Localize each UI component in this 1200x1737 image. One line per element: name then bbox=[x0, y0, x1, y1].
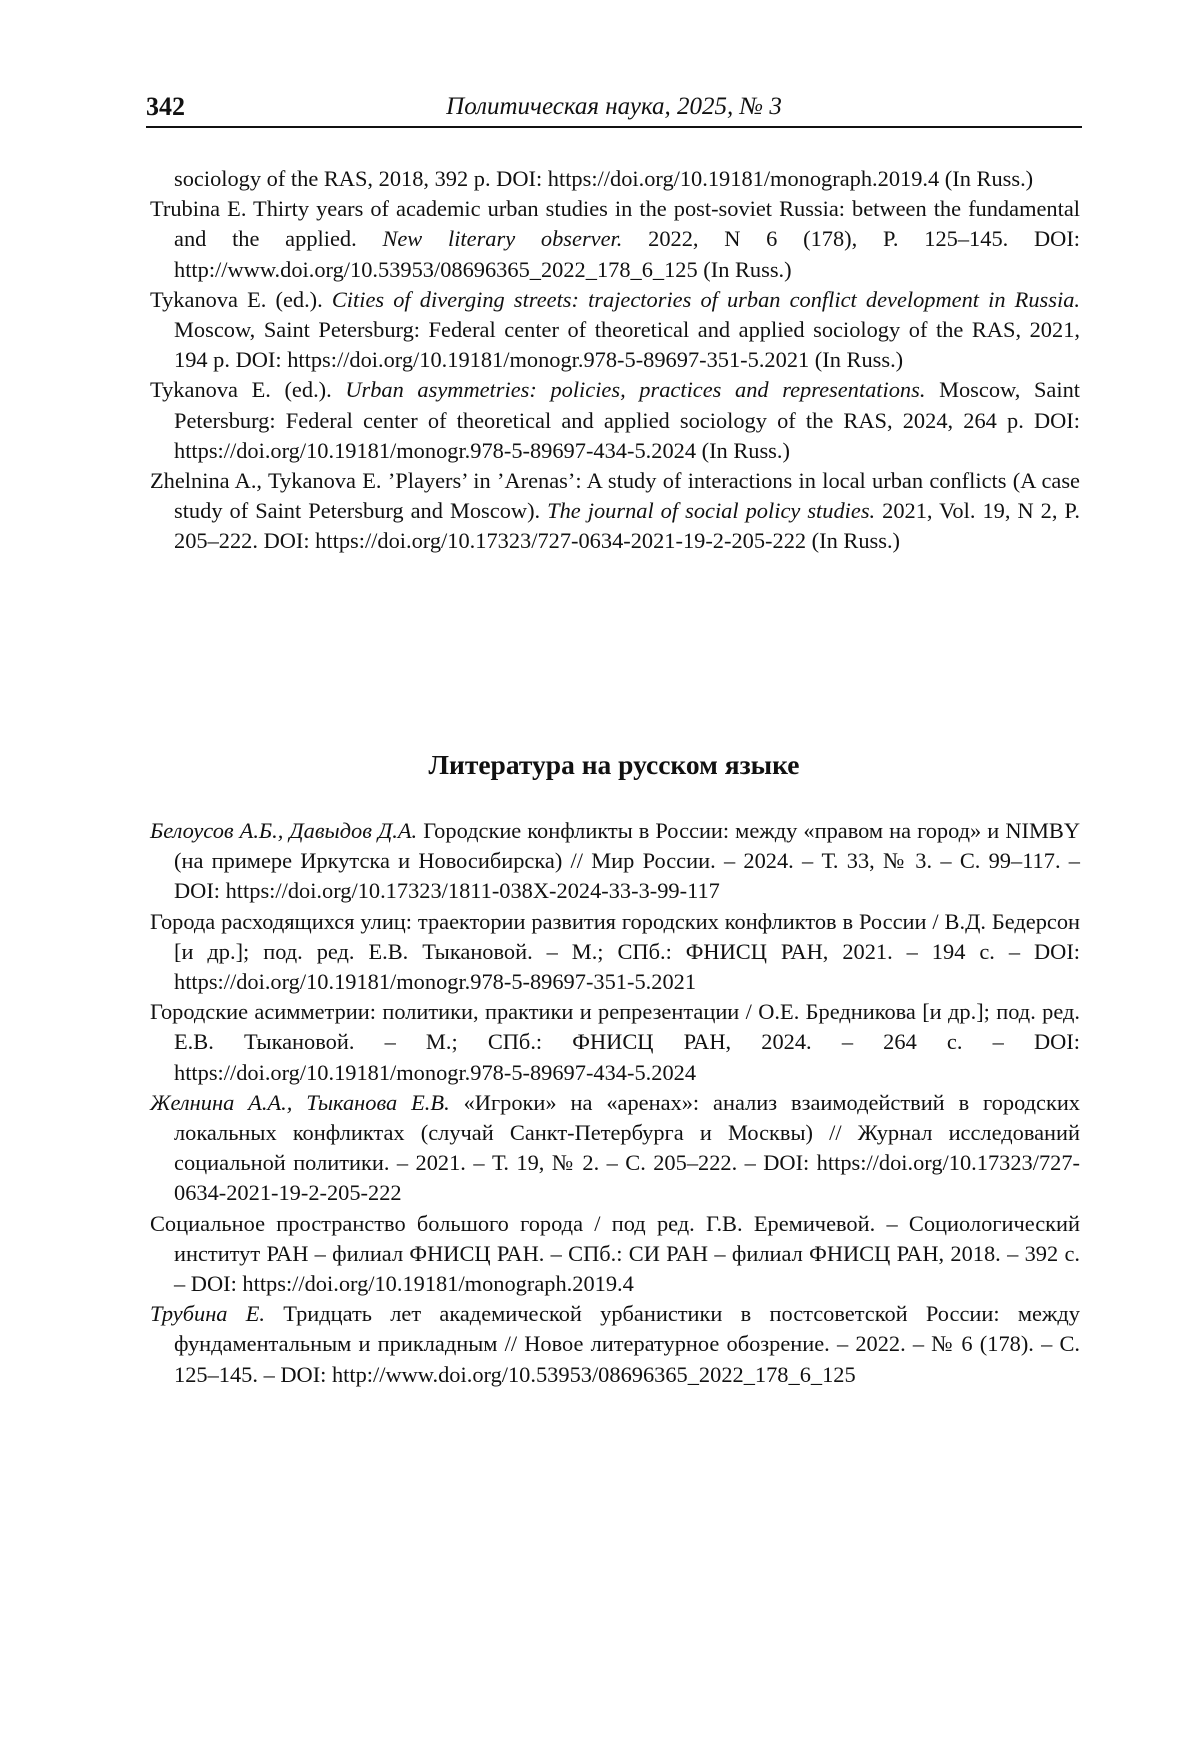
reference-item bbox=[150, 997, 1080, 1088]
reference-lead: Tykanova E. (ed.). bbox=[150, 286, 332, 312]
reference-source: The journal of social policy studies. bbox=[547, 498, 876, 524]
reference-authors: Желнина А.А., Тыканова Е.В. bbox=[150, 1089, 450, 1115]
reference-lead: Zhelnina A., Tykanova E. ’Players’ in ’Arenas’: A study of interactions in local urban conflicts (A case study of Saint Petersburg and Moscow). bbox=[150, 468, 1080, 524]
reference-source: Cities of diverging streets: trajectories of urban conflict development in Russia. bbox=[331, 286, 1080, 312]
reference-source: Urban asymmetries: policies, practices and representations. bbox=[345, 377, 926, 403]
reference-text: Moscow, Saint Petersburg: Federal center of theoretical and applied sociology of the RAS, 2021, 194 p. DOI: https://doi.org/10.19181/monogr.978-5-89697-351-5.2021 (In Russ.) bbox=[174, 317, 1080, 373]
reference-item bbox=[150, 466, 1080, 557]
reference-text: sociology of the RAS, 2018, 392 p. DOI: https://doi.org/10.19181/monograph.2019.4 (In Russ.) bbox=[174, 166, 1034, 191]
running-head bbox=[146, 92, 1082, 128]
reference-text: Moscow, Saint Petersburg: Federal center of theoretical and applied sociology of the RAS, 2024, 264 p. DOI: https://doi.org/10.19181/monogr.978-5-89697-434-5.2024 (In Russ.) bbox=[174, 377, 1080, 463]
english-references-list bbox=[150, 164, 1080, 557]
reference-text: «Игроки» на «аренах»: анализ взаимодействий в городских локальных конфликтах (случай Санкт-Петербурга и Москвы) // Журнал исследований социальной политики. – 2021. – Т. 19, № 2. – С. 205–222. – DOI: https://doi.org/10.17323/727-0634-2021-19-2-205-222 bbox=[174, 1089, 1081, 1206]
reference-text: Города расходящихся улиц: траектории развития городских конфликтов в России / В.Д. Бедерсон [и др.]; под. ред. Е.В. Тыкановой. – М.; СПб.: ФНИСЦ РАН, 2021. – 194 с. – DOI: https://doi.org/10.19181/monogr.978-5-89697-351-5.2021 bbox=[150, 908, 1080, 995]
reference-text: 2022, N 6 (178), P. 125–145. DOI: http://www.doi.org/10.53953/08696365_2022_178_6_125 (In Russ.) bbox=[174, 226, 1081, 282]
reference-item bbox=[150, 1209, 1080, 1300]
reference-item bbox=[150, 1299, 1080, 1390]
reference-authors: Белоусов А.Б., Давыдов Д.А. bbox=[150, 818, 418, 843]
reference-authors: Трубина Е. bbox=[150, 1301, 266, 1327]
russian-references-list bbox=[150, 816, 1080, 1390]
reference-lead: Trubina E. Thirty years of academic urban studies in the post-soviet Russia: between the fundamental and the applied. bbox=[150, 196, 1080, 252]
reference-text: 2021, Vol. 19, N 2, P. 205–222. DOI: https://doi.org/10.17323/727-0634-2021-19-2-205-222 (In Russ.) bbox=[174, 498, 1081, 554]
reference-item bbox=[150, 375, 1080, 466]
reference-item bbox=[150, 194, 1080, 285]
reference-item bbox=[150, 907, 1080, 998]
reference-item bbox=[150, 285, 1080, 376]
reference-text: Городские асимметрии: политики, практики и репрезентации / О.Е. Бредникова [и др.]; под. ред. Е.В. Тыкановой. – М.; СПб.: ФНИСЦ РАН, 2024. – 264 с. – DOI: https://doi.org/10.19181/monogr.978-5-89697-434-5.2024 bbox=[150, 999, 1080, 1085]
journal-title: Политическая наука, 2025, № 3 bbox=[446, 93, 782, 120]
reference-item bbox=[150, 816, 1080, 907]
reference-text: Городские конфликты в России: между «правом на город» и NIMBY (на примере Иркутска и Новосибирска) // Мир России. – 2024. – Т. 33, № 3. – С. 99–117. – DOI: https://doi.org/10.17323/1811-038X-2024-33-3-99-117 bbox=[174, 818, 1080, 904]
page-number: 342 bbox=[146, 92, 185, 121]
reference-item bbox=[150, 1088, 1080, 1209]
reference-item bbox=[150, 164, 1080, 194]
reference-lead: Tykanova E. (ed.). bbox=[150, 377, 346, 403]
section-title: Литература на русском языке bbox=[428, 749, 800, 780]
reference-text: Тридцать лет академической урбанистики в постсоветской России: между фундаментальным и прикладным // Новое литературное обозрение. – 2022. – № 6 (178). – С. 125–145. – DOI: http://www.doi.org/10.53953/08696365_2022_178_6_125 bbox=[174, 1301, 1080, 1387]
reference-text: Социальное пространство большого города / под ред. Г.В. Еремичевой. – Социологический институт РАН – филиал ФНИСЦ РАН. – СПб.: СИ РАН – филиал ФНИСЦ РАН, 2018. – 392 с. – DOI: https://doi.org/10.19181/monograph.2019.4 bbox=[150, 1210, 1080, 1297]
reference-source: New literary observer. bbox=[382, 226, 623, 252]
